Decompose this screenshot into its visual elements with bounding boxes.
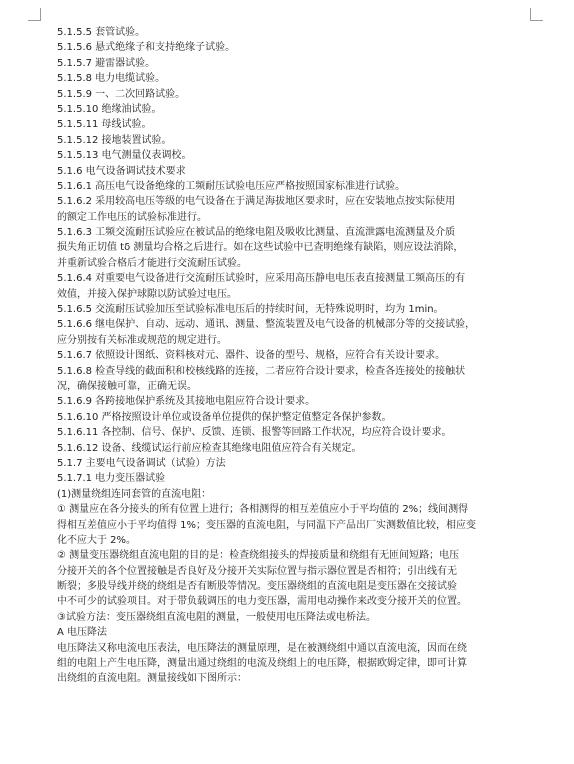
text-line: 5.1.7 主要电气设备调试（试验）方法: [57, 457, 226, 469]
text-line: 出绕组的直流电阻。测量接线如下图所示：: [57, 673, 247, 685]
text-line: 况，确保接触可靠，正确无误。: [57, 380, 197, 392]
text-line: 5.1.6.3 工频交流耐压试验应在被试品的绝缘电阻及吸收比测量、直流泄露电流测量及介质: [57, 227, 456, 239]
text-line: 5.1.5.11 母线试验。: [57, 119, 152, 131]
text-line: 5.1.5.5 套管试验。: [57, 27, 146, 38]
text-line: 应分别按有关标准或规范的规定进行。: [57, 334, 227, 346]
text-line: 5.1.5.7 避雷器试验。: [57, 57, 156, 69]
document-body: [57, 25, 525, 687]
text-line: 5.1.5.12 接地装置试验。: [57, 134, 172, 146]
text-line: 5.1.6.7 依照设计图纸、资料核对元、器件、设备的型号、规格，应符合有关设计要求。: [57, 350, 446, 362]
page-corner-mark-right: [530, 8, 543, 21]
text-line: 得相互差值应小于平均值得 1%；变压器的直流电阻，与同温下产品出厂实测数值比较，相应变: [57, 519, 477, 531]
text-line: 5.1.6.6 继电保护、自动、远动、通讯、测量、整流装置及电气设备的机械部分等的交接试验，: [57, 319, 476, 331]
text-line: 5.1.6.1 高压电气设备绝缘的工频耐压试验电压应严格按照国家标准进行试验。: [57, 180, 406, 192]
text-line: 5.1.6.11 各控制、信号、保护、反馈、连锁、报警等回路工作状况，均应符合设计要求。: [57, 427, 452, 439]
text-line: 5.1.6.4 对重要电气设备进行交流耐压试验时，应采用高压静电电压表直接测量工频高压的有: [57, 273, 466, 285]
text-line: 5.1.7.1 电力变压器试验: [57, 473, 166, 485]
text-line: 5.1.5.13 电气测量仪表调校。: [57, 150, 192, 162]
text-line: 电压降法又称电流电压表法，电压降法的测量原理，是在被测绕组中通以直流电流，因而在绕: [57, 642, 467, 654]
text-line: 5.1.6.9 各跨接地保护系统及其接地电阻应符合设计要求。: [57, 396, 316, 408]
text-line: 分接开关的各个位置接触是否良好及分接开关实际位置与指示器位置是否相符；引出线有无: [57, 565, 457, 577]
text-line: 的额定工作电压的试验标准进行。: [57, 211, 207, 223]
text-line: 5.1.6.8 检查导线的截面积和校核线路的连接，二者应符合设计要求，检查各连接处的接触状: [57, 365, 466, 377]
text-line: ② 测量变压器绕组直流电阻的目的是：检查绕组接头的焊接质量和绕组有无匝间短路；电压: [57, 550, 460, 562]
text-line: A 电压降法: [57, 627, 108, 639]
page-corner-mark-left: [28, 8, 41, 21]
text-line: 断裂；多股导线并绕的绕组是否有断股等情况。变压器绕组的直流电阻是变压器在交接试验: [57, 581, 457, 593]
text-line: 5.1.6.2 采用较高电压等级的电气设备在于满足海拔地区要求时，应在安装地点按实际使用: [57, 196, 456, 208]
text-line: 5.1.6 电气设备调试技术要求: [57, 165, 186, 177]
text-line: ③试验方法：变压器绕组直流电阻的测量，一般使用电压降法或电桥法。: [57, 611, 376, 623]
text-line: 并重新试验合格后才能进行交流耐压试验。: [57, 257, 247, 269]
text-line: 5.1.5.8 电力电缆试验。: [57, 73, 166, 85]
text-line: 损失角正切值 tδ 测量均合格之后进行。如在这些试验中已查明绝缘有缺陷，则应设法消除，: [57, 242, 464, 254]
text-line: 效值，并接入保护球隙以防试验过电压。: [57, 288, 237, 300]
text-line: 5.1.6.12 设备、线缆试运行前应检查其绝缘电阻值应符合有关规定。: [57, 442, 362, 454]
text-line: 5.1.5.6 悬式绝缘子和支持绝缘子试验。: [57, 42, 236, 54]
text-line: 组的电阻上产生电压降，测量出通过绕组的电流及绕组上的电压降，根据欧姆定律，即可计算: [57, 658, 467, 670]
text-line: 5.1.5.10 绝缘油试验。: [57, 103, 162, 115]
text-line: 5.1.6.5 交流耐压试验加压至试验标准电压后的持续时间，无特殊说明时，均为 1min。: [57, 304, 444, 316]
text-line: ① 测量应在各分接头的所有位置上进行；各相测得的相互差值应小于平均值的 2%；线间测得: [57, 504, 469, 516]
text-line: (1)测量绕组连同套管的直流电阻：: [57, 488, 212, 500]
text-line: 化不应大于 2%。: [57, 534, 137, 546]
text-line: 5.1.5.9 一、二次回路试验。: [57, 88, 186, 100]
text-line: 5.1.6.10 严格按照设计单位或设备单位提供的保护整定值整定各保护参数。: [57, 411, 392, 423]
text-line: 中不可少的试验项目。对于带负载调压的电力变压器，需用电动操作来改变分接开关的位置。: [57, 596, 467, 608]
